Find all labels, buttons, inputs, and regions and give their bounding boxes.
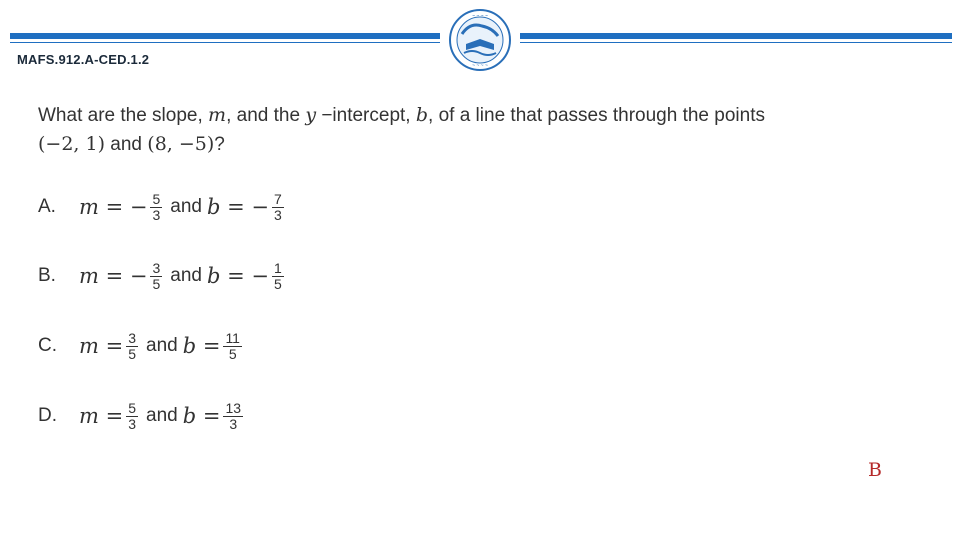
relation: = <box>98 404 124 428</box>
and-word: and <box>170 196 202 217</box>
slope-fraction <box>150 261 162 292</box>
denominator: 5 <box>128 345 136 362</box>
question-part: −intercept, <box>316 105 416 126</box>
option-equation <box>79 331 245 362</box>
answer-key: B <box>868 459 882 481</box>
var-b: b <box>415 104 429 126</box>
denominator: 5 <box>152 275 161 292</box>
numerator: 1 <box>273 259 282 276</box>
header-bar-left <box>10 33 440 39</box>
option-letter: A. <box>38 196 56 217</box>
intercept-fraction <box>272 261 284 292</box>
question-part: and <box>105 134 148 155</box>
var-m: m <box>208 104 227 126</box>
intercept-fraction <box>223 401 243 432</box>
option-equation <box>79 261 287 292</box>
var-m: m <box>79 334 99 358</box>
numerator: 5 <box>128 399 136 416</box>
option-letter: C. <box>38 335 57 356</box>
var-b: b <box>206 264 221 288</box>
option-a[interactable] <box>38 183 287 231</box>
point-1: (−2, 1) <box>38 133 106 155</box>
relation: = − <box>220 195 269 219</box>
var-b: b <box>182 334 197 358</box>
numerator: 7 <box>273 190 282 207</box>
option-b[interactable] <box>38 252 287 300</box>
denominator: 3 <box>229 415 238 432</box>
question-part: , of a line that passes through the points <box>428 105 765 126</box>
and-word: and <box>146 405 178 426</box>
numerator: 3 <box>152 259 161 276</box>
slope-fraction <box>126 401 138 432</box>
var-b: b <box>182 404 197 428</box>
numerator: 5 <box>152 190 161 207</box>
slope-fraction <box>150 192 162 223</box>
relation: = − <box>98 264 148 288</box>
and-word: and <box>146 335 178 356</box>
intercept-fraction <box>223 331 242 362</box>
svg-text:~ ~ ~ ~: ~ ~ ~ ~ <box>472 63 488 69</box>
relation: = <box>98 334 124 358</box>
and-word: and <box>170 265 202 286</box>
standard-code: MAFS.912.A-CED.1.2 <box>17 52 150 67</box>
option-letter: D. <box>38 405 57 426</box>
question-part: , and the <box>226 105 306 126</box>
option-letter: B. <box>38 265 56 286</box>
var-m: m <box>79 404 99 428</box>
denominator: 3 <box>273 206 282 223</box>
slope-fraction <box>126 331 138 362</box>
numerator: 11 <box>225 329 240 346</box>
relation: = − <box>220 264 269 288</box>
intercept-fraction <box>272 192 284 223</box>
question-part: ? <box>214 134 225 155</box>
var-m: m <box>79 264 99 288</box>
denominator: 5 <box>228 345 237 362</box>
question-part: What are the slope, <box>38 105 209 126</box>
school-seal-icon <box>448 8 512 72</box>
option-equation <box>79 192 287 223</box>
var-y: y <box>305 104 317 126</box>
relation: = <box>196 404 221 428</box>
var-b: b <box>206 195 221 219</box>
relation: = <box>196 334 221 358</box>
numerator: 3 <box>128 329 136 346</box>
question-text <box>38 101 918 159</box>
var-m: m <box>79 195 99 219</box>
numerator: 13 <box>225 399 242 416</box>
svg-text:~ ~ ~ ~: ~ ~ ~ ~ <box>472 13 488 20</box>
option-d[interactable] <box>38 392 246 440</box>
option-c[interactable] <box>38 322 245 370</box>
header-bar-right <box>520 33 952 39</box>
denominator: 3 <box>128 415 136 432</box>
relation: = − <box>98 195 148 219</box>
denominator: 5 <box>273 275 282 292</box>
point-2: (8, −5) <box>147 133 215 155</box>
option-equation <box>79 401 246 432</box>
denominator: 3 <box>152 206 161 223</box>
